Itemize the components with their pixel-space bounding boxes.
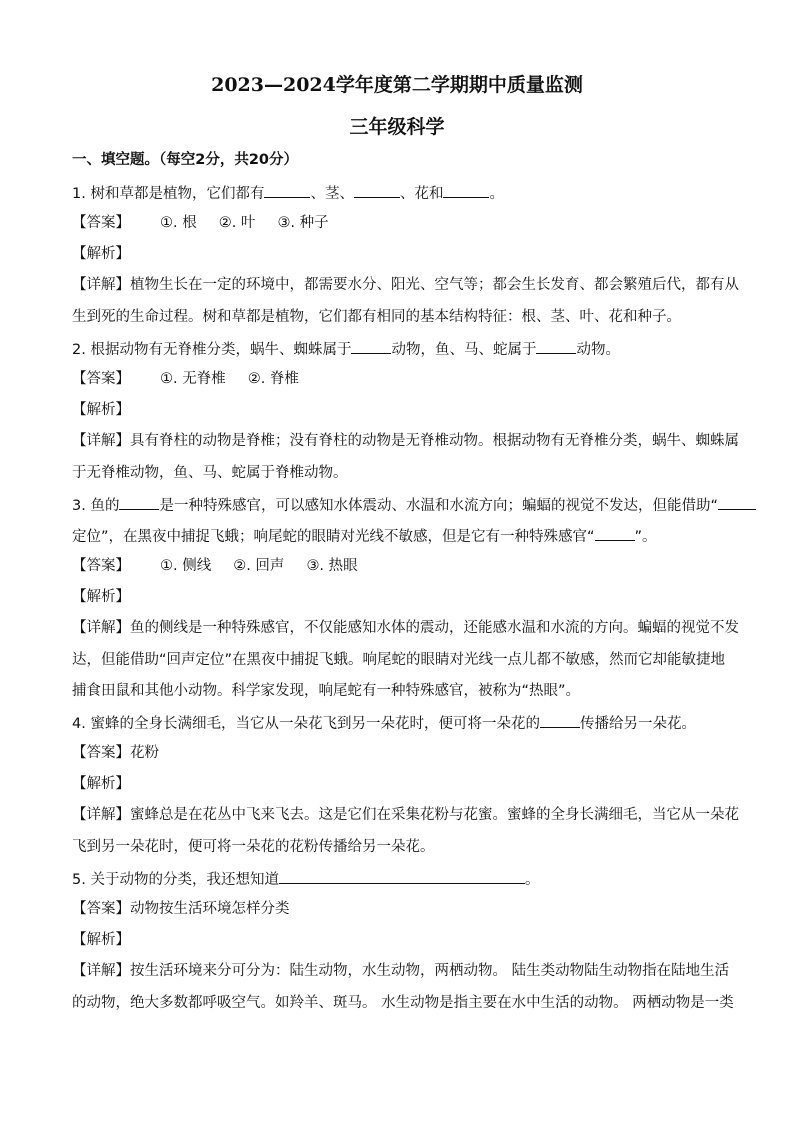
detail-row [72, 431, 739, 451]
question-text: 是一种特殊感官，可以感知水体震动、水温和水流方向；蝙蝠的视觉不发达，但能借助“ [159, 498, 718, 514]
detail-text: 具有脊柱的动物是脊椎；没有脊柱的动物是无脊椎动物。根据动物有无脊椎分类，蜗牛、蜘蛛属 [130, 433, 739, 449]
answer-text: 动物按生活环境怎样分类 [130, 901, 290, 917]
answer-blank [264, 182, 310, 198]
question-text: 5. 关于动物的分类，我还想知道 [72, 872, 279, 888]
detail-row [72, 805, 739, 825]
analysis-tag: 【解析】 [72, 246, 130, 262]
detail-text: 达，但能借助“回声定位”在黑夜中捕捉飞蛾。响尾蛇的眼睛对光线一点儿都不敏感，然而它却能敏捷地 [72, 652, 726, 668]
answer-blank [443, 182, 489, 198]
detail-text: 植物生长在一定的环境中，都需要水分、阳光、空气等；都会生长发育、都会繁殖后代，都有从 [130, 277, 739, 293]
analysis-tag: 【解析】 [72, 402, 130, 418]
answer-row [72, 899, 724, 919]
answer-option: ①. 根 [160, 215, 197, 231]
detail-tag: 【详解】 [72, 433, 130, 449]
answer-row [72, 743, 724, 763]
answer-tag: 【答案】 [72, 901, 130, 917]
answer-option: ①. 无脊椎 [160, 371, 226, 387]
question-text: 、花和 [399, 186, 444, 202]
question-text: 动物，鱼、马、蛇属于 [391, 342, 537, 358]
detail-text: 鱼的侧线是一种特殊感官，不仅能感知水体的震动，还能感水温和水流的方向。蝙蝠的视觉不发 [130, 620, 739, 636]
answer-blank [354, 182, 400, 198]
answer-option: ③. 种子 [277, 215, 329, 231]
answer-option: ③. 热眼 [306, 558, 358, 574]
question-text: 2. 根据动物有无脊椎分类，蜗牛、蜘蛛属于 [72, 342, 352, 358]
detail-text: 按生活环境来分可分为：陆生动物，水生动物，两栖动物。 陆生类动物陆生动物指在陆地生活 [130, 963, 730, 979]
answer-option: ①. 侧线 [160, 558, 212, 574]
answer-row [72, 213, 724, 233]
detail-row [72, 961, 730, 981]
detail-row [72, 618, 739, 638]
detail-text: 生到死的生命过程。树和草都是植物，它们都有相同的基本结构特征：根、茎、叶、花和种子。 [72, 309, 681, 325]
detail-text: 的动物，绝大多数都呼吸空气。如羚羊、斑马。 水生动物是指主要在水中生活的动物。 两栖动物是一类 [72, 995, 734, 1011]
question-2 [72, 338, 724, 360]
detail-tag: 【详解】 [72, 620, 130, 636]
answer-tag: 【答案】 [72, 215, 130, 231]
question-5 [72, 868, 724, 890]
detail-tag: 【详解】 [72, 807, 130, 823]
page-subtitle: 三年级科学 [349, 116, 445, 138]
answer-option: ②. 叶 [218, 215, 256, 231]
detail-text: 蜜蜂总是在花丛中飞来飞去。这是它们在采集花粉与花蜜。蜜蜂的全身长满细毛，当它从一朵花 [130, 807, 739, 823]
answer-blank [718, 494, 756, 510]
answer-row [72, 369, 724, 389]
answer-blank [536, 338, 576, 354]
answer-blank [540, 712, 580, 728]
question-text: ”。 [634, 529, 657, 545]
detail-tag: 【详解】 [72, 277, 130, 293]
answer-tag: 【答案】 [72, 745, 130, 761]
question-text: 、茎、 [310, 186, 354, 202]
answer-tag: 【答案】 [72, 371, 130, 387]
detail-text: 飞到另一朵花时，便可将一朵花的花粉传播给另一朵花。 [72, 839, 435, 855]
question-text: 1. 树和草都是植物，它们都有 [72, 186, 265, 202]
section-heading: 一、填空题。（每空2分，共20分） [72, 152, 299, 168]
analysis-tag: 【解析】 [72, 932, 130, 948]
answer-blank [351, 338, 391, 354]
question-text: 。 [489, 186, 504, 202]
question-text: 。 [524, 872, 540, 888]
answer-blank [279, 868, 525, 884]
detail-row [72, 275, 739, 295]
question-text: 传播给另一朵花。 [579, 716, 696, 732]
detail-text: 捕食田鼠和其他小动物。科学家发现，响尾蛇有一种特殊感官，被称为“热眼”。 [72, 683, 581, 699]
answer-blank [595, 525, 635, 541]
question-text: 4. 蜜蜂的全身长满细毛，当它从一朵花飞到另一朵花时，便可将一朵花的 [72, 716, 540, 732]
page-title: 2023—2024学年度第二学期期中质量监测 [211, 74, 583, 96]
answer-option: ②. 脊椎 [247, 371, 299, 387]
question-3-cont [72, 525, 724, 547]
detail-text: 于无脊椎动物，鱼、马、蛇属于脊椎动物。 [72, 465, 348, 481]
analysis-tag: 【解析】 [72, 589, 130, 605]
answer-row [72, 556, 724, 576]
answer-text: 花粉 [130, 745, 159, 761]
question-text: 定位”，在黑夜中捕捉飞蛾；响尾蛇的眼睛对光线不敏感，但是它有一种特殊感官“ [72, 529, 595, 545]
question-text: 动物。 [576, 342, 620, 358]
analysis-tag: 【解析】 [72, 776, 130, 792]
question-4 [72, 712, 724, 734]
question-1 [72, 182, 724, 204]
answer-option: ②. 回声 [233, 558, 285, 574]
question-3 [72, 494, 724, 516]
detail-tag: 【详解】 [72, 963, 130, 979]
answer-blank [119, 494, 159, 510]
answer-tag: 【答案】 [72, 558, 130, 574]
question-text: 3. 鱼的 [72, 498, 120, 514]
